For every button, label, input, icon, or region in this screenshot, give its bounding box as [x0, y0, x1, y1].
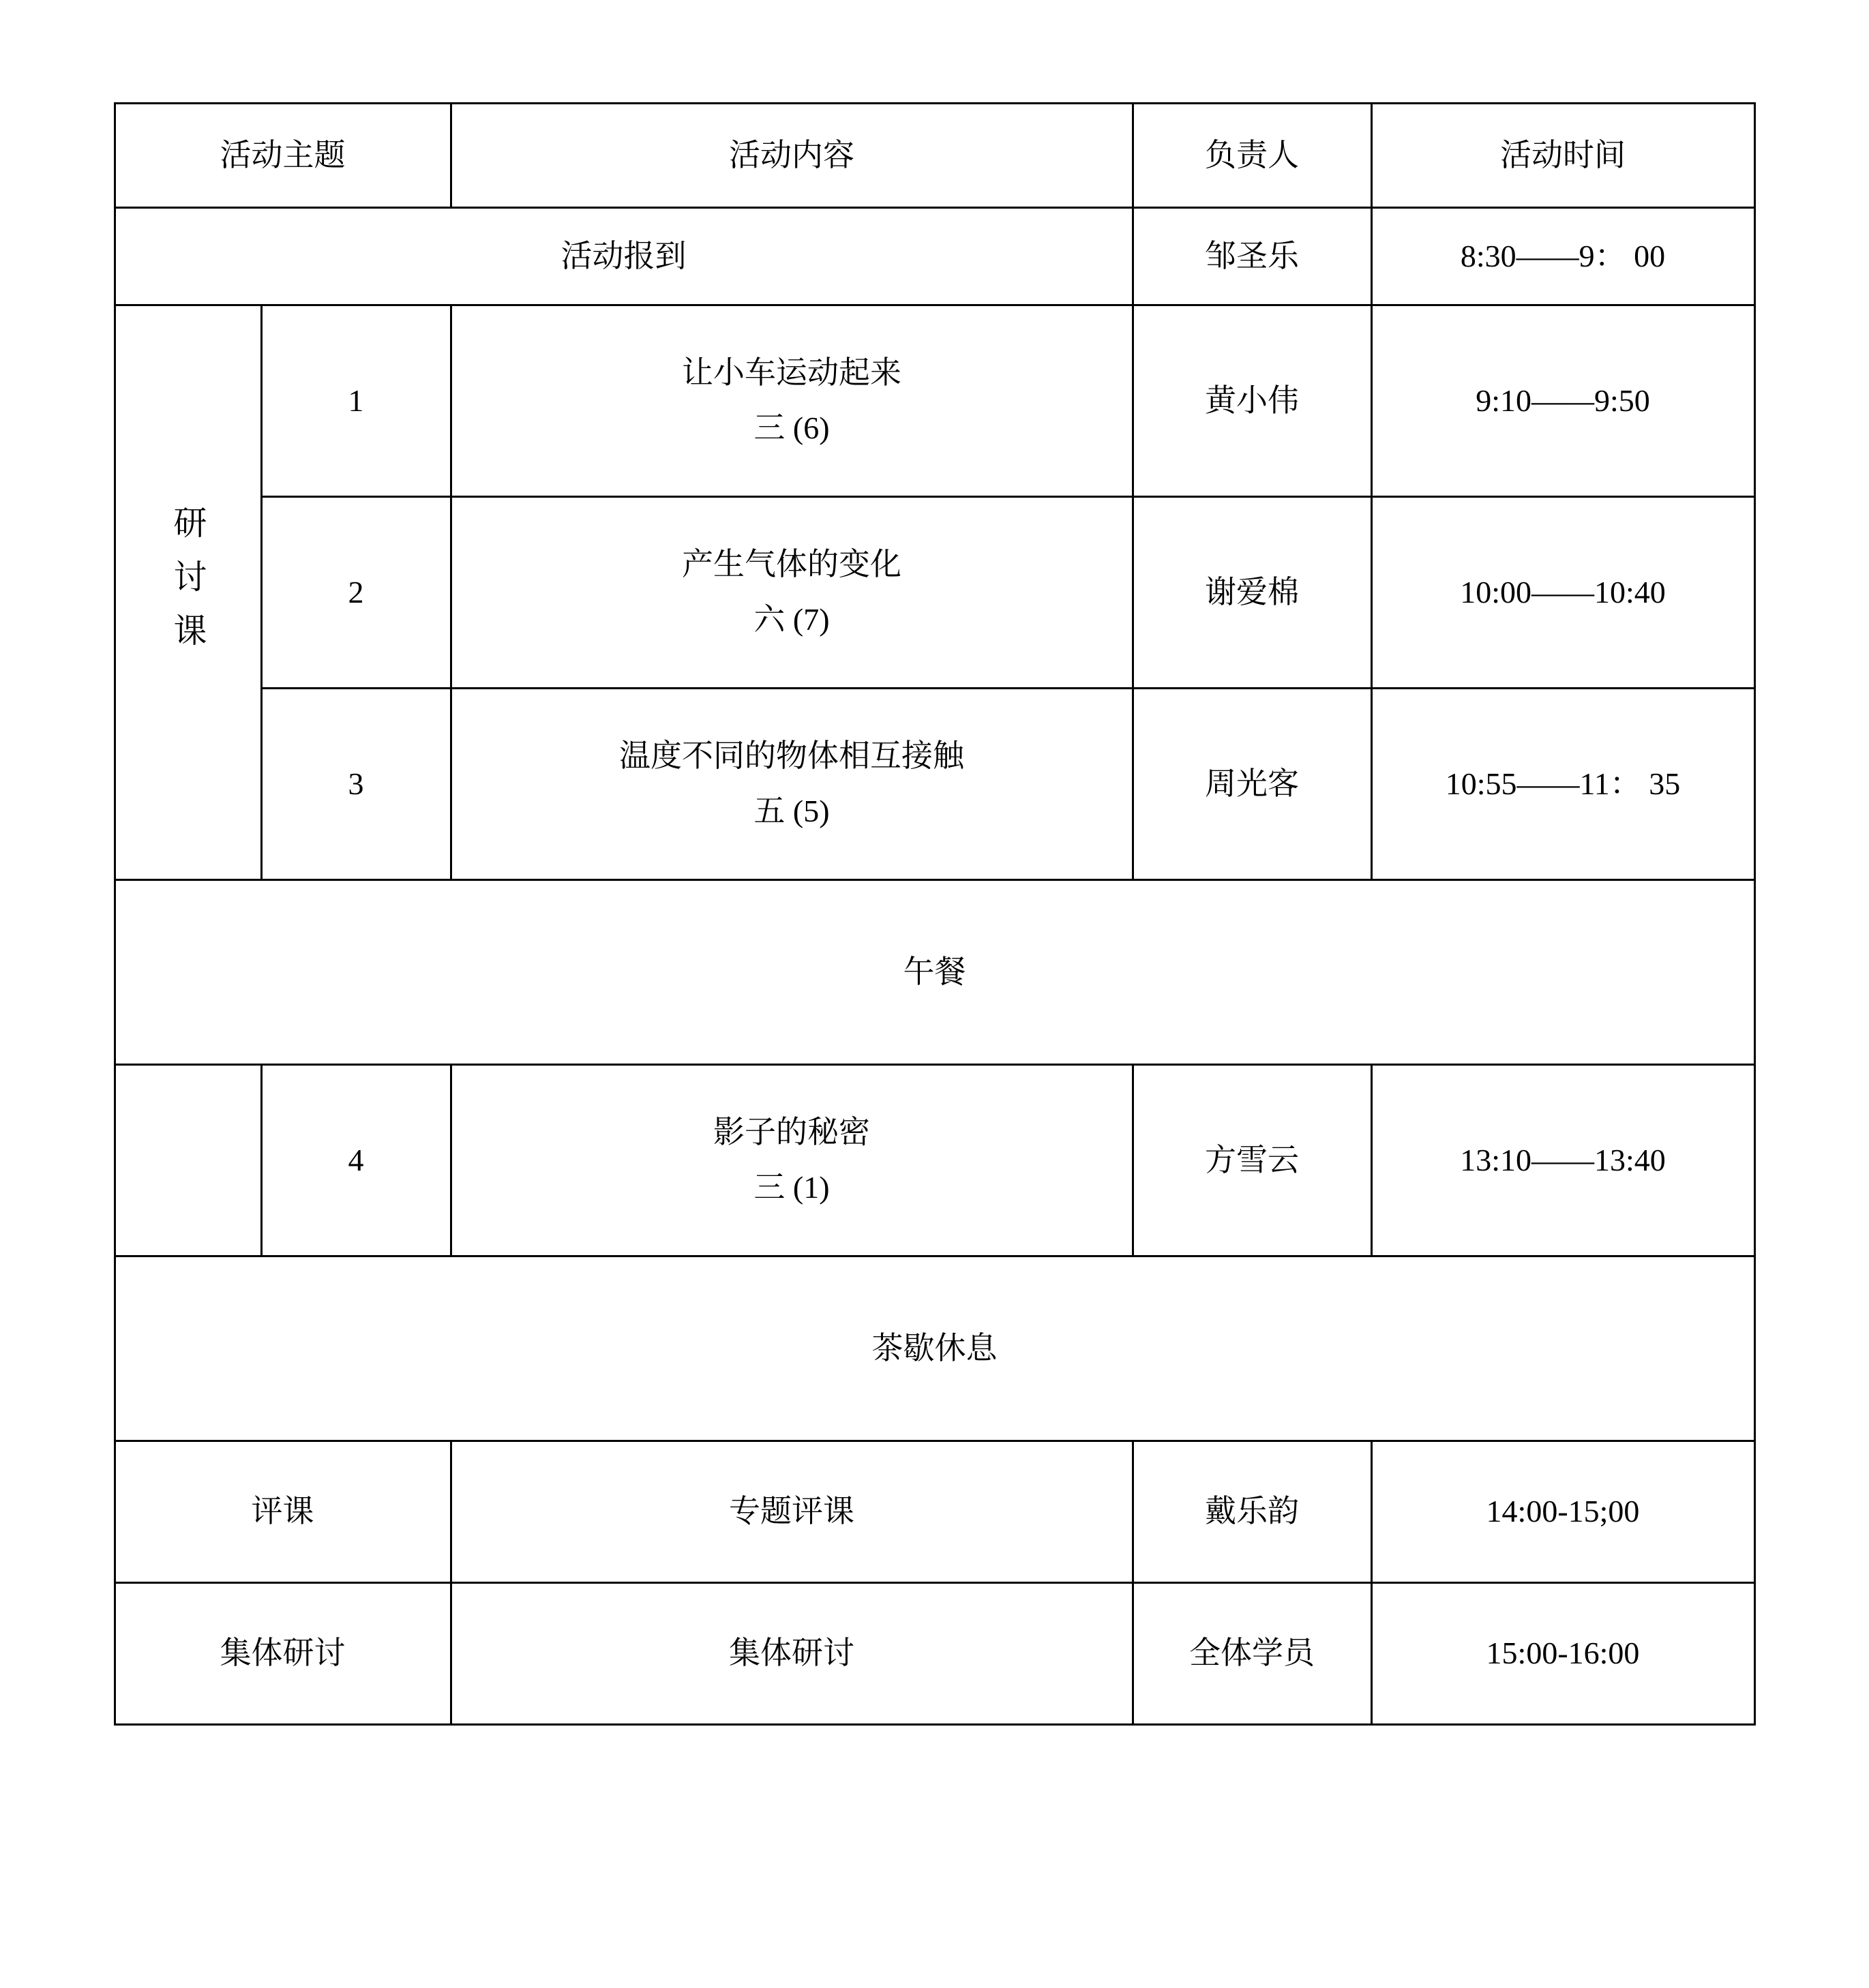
theme-cell-empty [115, 1065, 261, 1256]
lesson-time: 10:55——11： 35 [1371, 689, 1754, 880]
row-content: 集体研讨 [451, 1583, 1133, 1725]
lesson-number: 3 [261, 689, 451, 880]
activity-schedule-table [114, 102, 1756, 1726]
lesson-time: 13:10——13:40 [1371, 1065, 1754, 1256]
table-row-group-discussion [115, 1583, 1754, 1725]
row-person: 全体学员 [1133, 1583, 1371, 1725]
lesson-content [451, 497, 1133, 689]
checkin-content: 活动报到 [115, 208, 1133, 305]
table-row-lunch [115, 880, 1754, 1065]
lesson-content [451, 689, 1133, 880]
table-row-lesson-2 [115, 497, 1754, 689]
table-header-row [115, 104, 1754, 208]
lesson-person: 方雪云 [1133, 1065, 1371, 1256]
tea-break-label: 茶歇休息 [115, 1256, 1754, 1441]
table-row-tea-break [115, 1256, 1754, 1441]
row-theme: 集体研讨 [115, 1583, 451, 1725]
lesson-title: 产生气体的变化 [682, 547, 901, 582]
table-row-lesson-1 [115, 305, 1754, 497]
lesson-person: 谢爱棉 [1133, 497, 1371, 689]
lesson-content [451, 1065, 1133, 1256]
lesson-time: 9:10——9:50 [1371, 305, 1754, 497]
row-time: 15:00-16:00 [1371, 1583, 1754, 1725]
table-row-review [115, 1441, 1754, 1583]
lesson-class: 三 (1) [753, 1170, 830, 1205]
checkin-person: 邹圣乐 [1133, 208, 1371, 305]
lesson-number: 1 [261, 305, 451, 497]
row-content: 专题评课 [451, 1441, 1133, 1583]
header-cell-time: 活动时间 [1371, 104, 1754, 208]
lesson-title: 让小车运动起来 [682, 355, 901, 391]
header-cell-content: 活动内容 [451, 104, 1133, 208]
lesson-class: 三 (6) [753, 410, 830, 445]
header-cell-theme: 活动主题 [115, 104, 451, 208]
row-theme: 评课 [115, 1441, 451, 1583]
lesson-person: 黄小伟 [1133, 305, 1371, 497]
lesson-person: 周光客 [1133, 689, 1371, 880]
lesson-number: 2 [261, 497, 451, 689]
lesson-number: 4 [261, 1065, 451, 1256]
lesson-time: 10:00——10:40 [1371, 497, 1754, 689]
table-row-lesson-3 [115, 689, 1754, 880]
lesson-class: 六 (7) [753, 602, 830, 637]
table-row-checkin [115, 208, 1754, 305]
header-cell-person: 负责人 [1133, 104, 1371, 208]
theme-cell-seminar [115, 305, 261, 880]
lesson-class: 五 (5) [753, 794, 830, 828]
row-person: 戴乐韵 [1133, 1441, 1371, 1583]
lesson-title: 影子的秘密 [713, 1115, 870, 1150]
checkin-time: 8:30——9： 00 [1371, 208, 1754, 305]
row-time: 14:00-15;00 [1371, 1441, 1754, 1583]
theme-label-vertical: 研讨课 [169, 505, 207, 667]
lunch-label: 午餐 [115, 880, 1754, 1065]
table-row-lesson-4 [115, 1065, 1754, 1256]
lesson-content [451, 305, 1133, 497]
lesson-title: 温度不同的物体相互接触 [619, 738, 964, 774]
